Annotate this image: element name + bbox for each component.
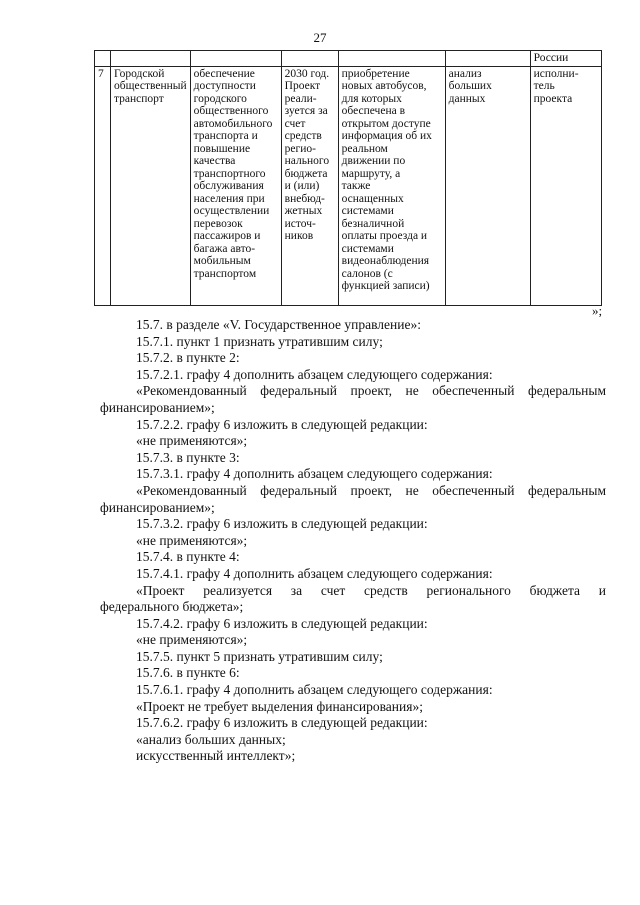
row-number: 7 — [95, 66, 111, 305]
cell-description: приобретение новых автобусов, для которых обеспечена в открытом доступе информация об их реальном движении по маршруту, а также оснащенных системами безналичной оплаты проезда и системами видеонаблюдения салонов (с функцией записи) — [338, 66, 445, 305]
paragraph: «Проект реализуется за счет средств регионального бюджета и — [136, 582, 606, 598]
paragraph: 15.7.1. пункт 1 признать утратившим силу; — [136, 333, 383, 349]
amendment-text — [100, 317, 606, 765]
paragraph: 15.7. в разделе «V. Государственное управление»: — [136, 317, 421, 332]
paragraph: «Рекомендованный федеральный проект, не обеспеченный федеральным — [136, 482, 606, 498]
cell-name: Городской общественный транспорт — [111, 66, 191, 305]
paragraph: «не применяются»; — [136, 433, 248, 449]
paragraph: «не применяются»; — [136, 632, 248, 648]
paragraph: «Рекомендованный федеральный проект, не обеспеченный федеральным — [136, 383, 606, 399]
paragraph: финансированием»; — [100, 399, 215, 415]
paragraph: финансированием»; — [100, 499, 215, 515]
paragraph: 15.7.2. в пункте 2: — [136, 350, 240, 366]
paragraph: 15.7.6. в пункте 6: — [136, 665, 240, 681]
paragraph: 15.7.3.2. графу 6 изложить в следующей редакции: — [136, 516, 428, 532]
paragraph: 15.7.6.1. графу 4 дополнить абзацем следующего содержания: — [136, 682, 493, 698]
paragraph: 15.7.2.2. графу 6 изложить в следующей редакции: — [136, 416, 428, 432]
paragraph: 15.7.3. в пункте 3: — [136, 449, 240, 465]
paragraph: искусственный интеллект»; — [136, 748, 296, 764]
table-header-row — [95, 51, 602, 67]
header-cell-russia: России — [530, 51, 601, 67]
measures-table — [94, 50, 602, 306]
cell-technology: анализ больших данных — [445, 66, 530, 305]
page-number: 27 — [313, 30, 327, 45]
paragraph: «не применяются»; — [136, 532, 248, 548]
table-row — [95, 66, 602, 305]
closing-quote: »; — [592, 303, 603, 318]
cell-funding: 2030 год. Проект реали- зуется за счет средств регио- нального бюджета и (или) внебюд- жетных источ- ников — [281, 66, 338, 305]
paragraph: 15.7.3.1. графу 4 дополнить абзацем следующего содержания: — [136, 466, 493, 482]
paragraph: «анализ больших данных; — [136, 731, 286, 747]
paragraph: 15.7.4. в пункте 4: — [136, 549, 240, 565]
paragraph: 15.7.2.1. графу 4 дополнить абзацем следующего содержания: — [136, 366, 493, 382]
paragraph: 15.7.5. пункт 5 признать утратившим силу; — [136, 648, 383, 664]
paragraph: 15.7.6.2. графу 6 изложить в следующей редакции: — [136, 715, 428, 731]
paragraph: федерального бюджета»; — [100, 599, 244, 615]
paragraph: 15.7.4.2. графу 6 изложить в следующей редакции: — [136, 615, 428, 631]
paragraph: 15.7.4.1. графу 4 дополнить абзацем следующего содержания: — [136, 565, 493, 581]
cell-executor: исполни- тель проекта — [530, 66, 601, 305]
paragraph: «Проект не требует выделения финансирования»; — [136, 698, 423, 714]
cell-goal: обеспечение доступности городского общественного автомобильного транспорта и повышение качества транспортного обслуживания населения при осуществлении перевозок пассажиров и багажа авто- мобильным транспортом — [190, 66, 281, 305]
